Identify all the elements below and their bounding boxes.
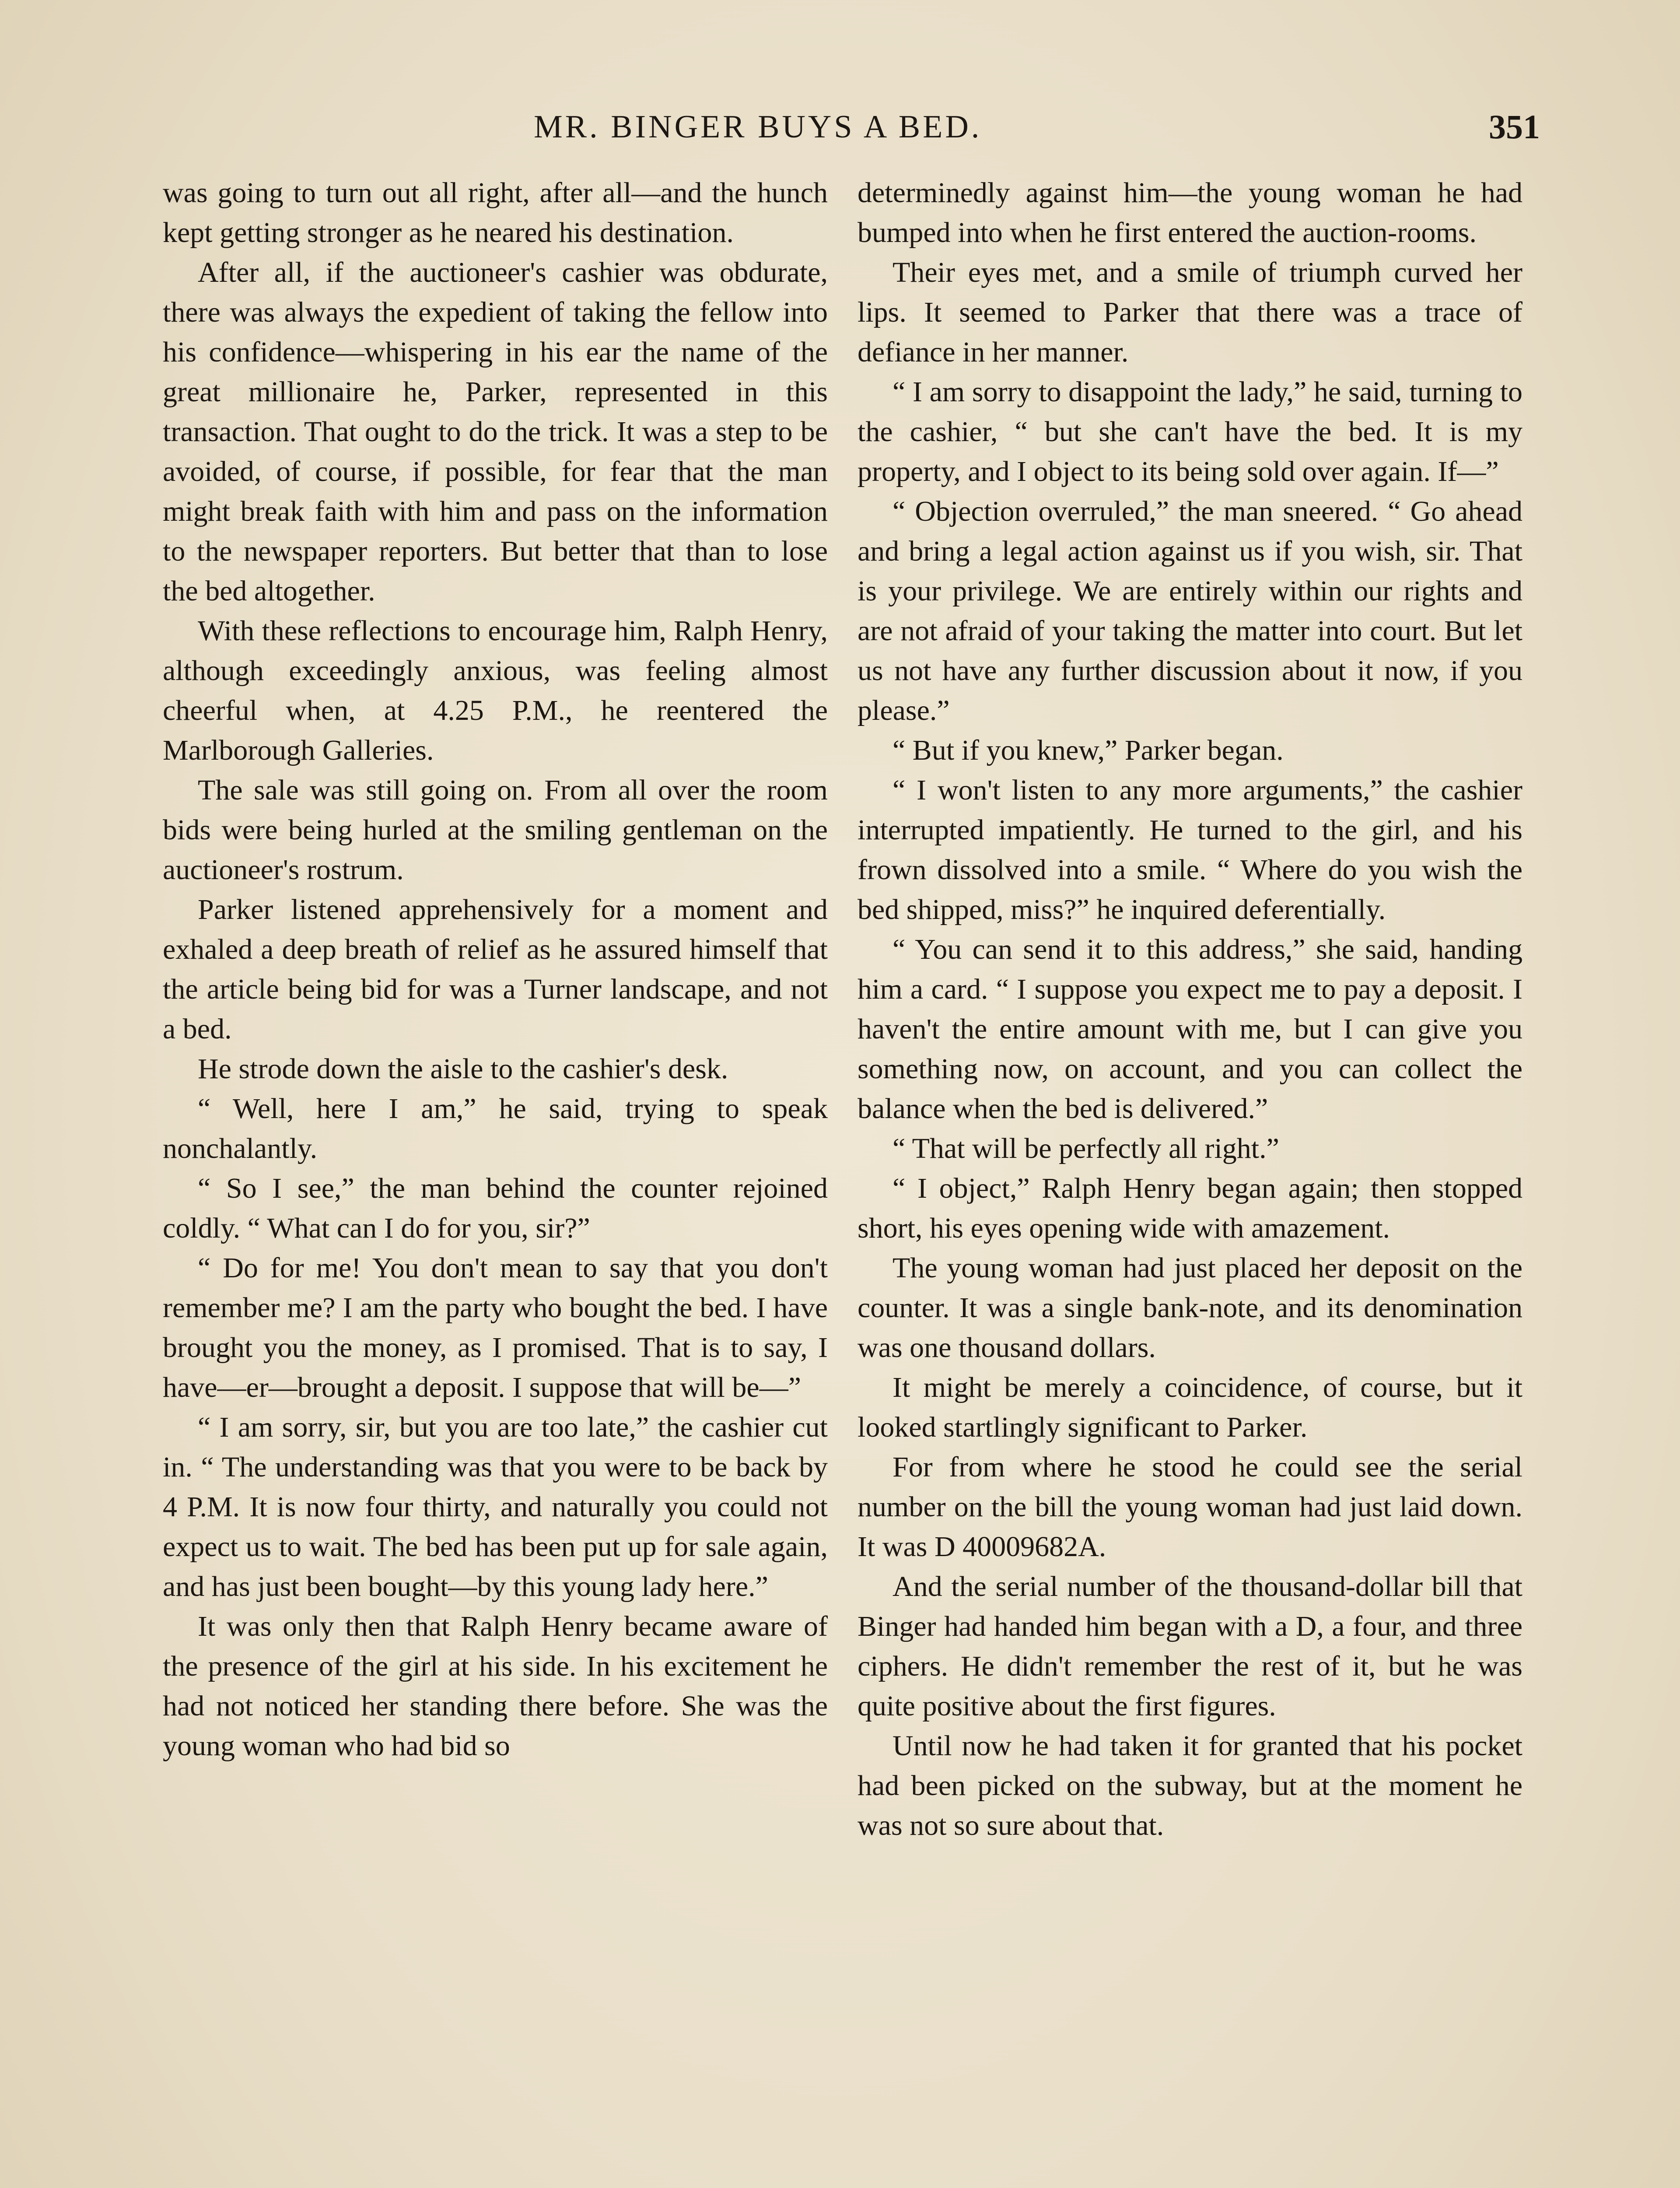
paragraph: “ I am sorry to disappoint the lady,” he said, turning to the cashier, “ but she can't have the bed. It is my property, and I object to its being sold over again. If—” (858, 376, 1522, 487)
paragraph: was going to turn out all right, after all—and the hunch kept getting stronger as he neared his destination. (163, 177, 828, 249)
paragraph: “ I object,” Ralph Henry began again; then stopped short, his eyes opening wide with amazement. (858, 1172, 1522, 1244)
paragraph: “ Well, here I am,” he said, trying to speak nonchalantly. (163, 1093, 828, 1164)
paragraph: “ Do for me! You don't mean to say that you don't remember me? I am the party who bought the bed. I have brought you the money, as I promised. That is to say, I have—er—brought a deposit. I suppose that will be—” (163, 1252, 828, 1403)
paragraph: Their eyes met, and a smile of triumph curved her lips. It seemed to Parker that there was a trace of defiance in her manner. (858, 256, 1522, 368)
paragraph: “ So I see,” the man behind the counter rejoined coldly. “ What can I do for you, sir?” (163, 1172, 828, 1244)
page-number: 351 (1489, 108, 1540, 146)
paragraph: After all, if the auctioneer's cashier was obdurate, there was always the expedient of taking the fellow into his confidence—whispering in his ear the name of the great millionaire he, Parker, represented in this transaction. That ought to do the trick. It was a step to be avoided, of course, if possible, for fear that the man might break faith with him and pass on the information to the newspaper reporters. But better that than to lose the bed altogether. (163, 256, 828, 607)
running-title: MR. BINGER BUYS A BED. (534, 109, 982, 145)
paragraph: The sale was still going on. From all over the room bids were being hurled at the smiling gentleman on the auctioneer's rostrum. (163, 774, 828, 886)
paragraph: “ Objection overruled,” the man sneered. “ Go ahead and bring a legal action against us if you wish, sir. That is your privilege. We are entirely within our rights and are not afraid of your taking the matter into court. But let us not have any further discussion about it now, if you please.” (858, 495, 1522, 726)
right-column (858, 173, 1522, 2188)
paragraph: It might be merely a coincidence, of course, but it looked startlingly significant to Parker. (858, 1371, 1522, 1443)
paragraph: Parker listened apprehensively for a moment and exhaled a deep breath of relief as he assured himself that the article being bid for was a Turner landscape, and not a bed. (163, 894, 828, 1045)
paragraph: determinedly against him—the young woman he had bumped into when he first entered the auction-rooms. (858, 177, 1522, 249)
running-head (158, 105, 1540, 153)
paragraph: “ You can send it to this address,” she said, handing him a card. “ I suppose you expect me to pay a deposit. I haven't the entire amount with me, but I can give you something now, on account, and you can collect the balance when the bed is delivered.” (858, 933, 1522, 1125)
left-column (163, 173, 828, 2188)
paragraph: It was only then that Ralph Henry became aware of the presence of the girl at his side. In his excitement he had not noticed her standing there before. She was the young woman who had bid so (163, 1610, 828, 1762)
paragraph: “ But if you knew,” Parker began. (892, 734, 1284, 766)
paragraph: “ That will be perfectly all right.” (892, 1133, 1279, 1164)
paragraph: And the serial number of the thousand-dollar bill that Binger had handed him began with a D, a four, and three ciphers. He didn't remember the rest of it, but he was quite positive about the first figures. (858, 1571, 1522, 1722)
paragraph: The young woman had just placed her deposit on the counter. It was a single bank-note, and its denomination was one thousand dollars. (858, 1252, 1522, 1364)
paragraph: He strode down the aisle to the cashier's desk. (198, 1053, 728, 1085)
paragraph: “ I am sorry, sir, but you are too late,” the cashier cut in. “ The understanding was that you were to be back by 4 P.M. It is now four thirty, and naturally you could not expect us to wait. The bed has been put up for sale again, and has just been bought—by this young lady here.” (163, 1411, 828, 1602)
paragraph: Until now he had taken it for granted that his pocket had been picked on the subway, but at the moment he was not so sure about that. (858, 1730, 1522, 1841)
paragraph: With these reflections to encourage him, Ralph Henry, although exceedingly anxious, was feeling almost cheerful when, at 4.25 P.M., he reentered the Marlborough Galleries. (163, 615, 828, 766)
paragraph: “ I won't listen to any more arguments,” the cashier interrupted impatiently. He turned to the girl, and his frown dissolved into a smile. “ Where do you wish the bed shipped, miss?” he inquired deferentially. (858, 774, 1522, 926)
paragraph: For from where he stood he could see the serial number on the bill the young woman had just laid down. It was D 40009682A. (858, 1451, 1522, 1563)
